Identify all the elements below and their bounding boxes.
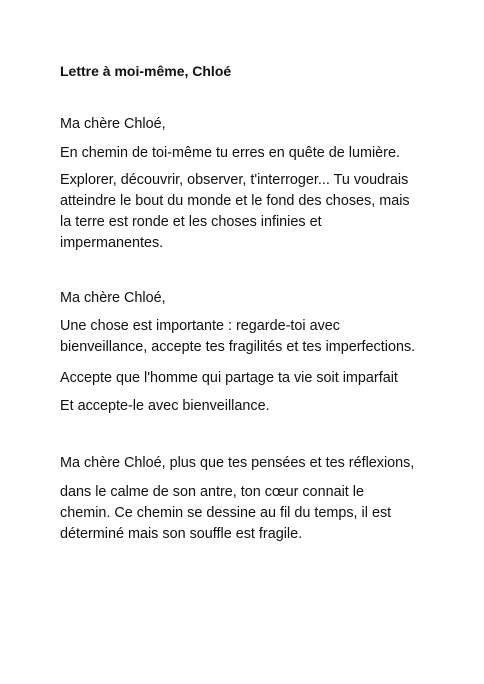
- letter-title: Lettre à moi-même, Chloé: [60, 63, 232, 79]
- text-line: En chemin de toi-même tu erres en quête de lumière.: [60, 145, 400, 161]
- text-line: dans le calme de son antre, ton cœur connait le: [60, 484, 364, 500]
- text-line: Ma chère Chloé,: [60, 116, 166, 132]
- paragraph-1: [60, 143, 440, 164]
- text-line: la terre est ronde et les choses infinies et: [60, 214, 322, 230]
- paragraph-2: [60, 170, 440, 254]
- paragraph-5: [60, 396, 440, 417]
- text-line: atteindre le bout du monde et le fond des choses, mais: [60, 193, 410, 209]
- paragraph-3: [60, 316, 440, 358]
- text-line: chemin. Ce chemin se dessine au fil du temps, il est: [60, 505, 392, 521]
- text-line: Explorer, découvrir, observer, t'interroger... Tu voudrais: [60, 172, 409, 188]
- text-line: bienveillance, accepte tes fragilités et tes imperfections.: [60, 339, 416, 355]
- text-line: impermanentes.: [60, 235, 164, 251]
- paragraph-6: [60, 482, 440, 545]
- text-line: Ma chère Chloé, plus que tes pensées et tes réflexions,: [60, 455, 415, 471]
- paragraph-greeting-3: [60, 453, 440, 474]
- text-line: déterminé mais son souffle est fragile.: [60, 526, 303, 542]
- text-line: Et accepte-le avec bienveillance.: [60, 398, 270, 414]
- text-line: Accepte que l'homme qui partage ta vie soit imparfait: [60, 370, 398, 386]
- paragraph-4: [60, 368, 440, 389]
- text-line: Ma chère Chloé,: [60, 290, 166, 306]
- paragraph-greeting-2: [60, 288, 440, 309]
- paragraph-greeting-1: [60, 114, 440, 135]
- text-line: Une chose est importante : regarde-toi avec: [60, 318, 340, 334]
